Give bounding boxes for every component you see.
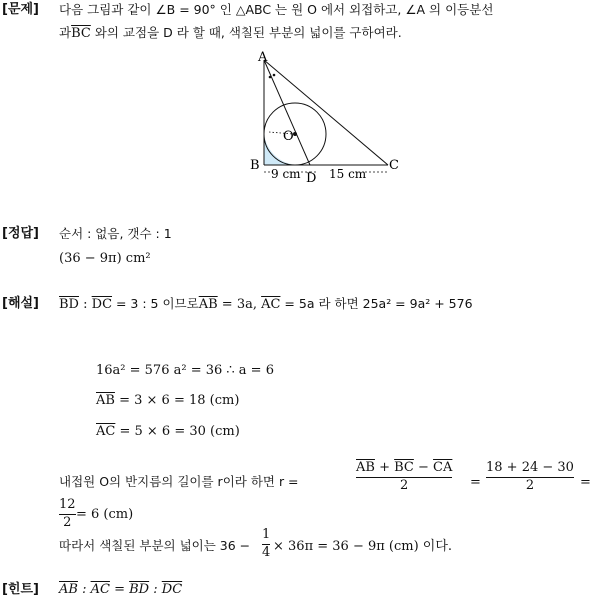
area-fraction (262, 528, 270, 561)
frac-ab: $\overline{AB}$ (356, 460, 375, 475)
angle-mark-2 (273, 74, 276, 77)
segment-ab: $\overline{AB}$ (198, 297, 218, 312)
frac-ca: $\overline{CA}$ (433, 460, 453, 475)
ab-length-value: = 3 × 6 = 18 (cm) (114, 393, 240, 408)
label-b: B (250, 158, 260, 173)
label-d: D (306, 171, 317, 183)
equation-a-squared: 16a² = 576 a² = 36 ∴ a = 6 (96, 363, 274, 378)
frac-den-2: 2 (525, 477, 535, 493)
hint-equation (59, 583, 182, 596)
problem-line-1: 다음 그림과 같이 ∠B = 90° 인 △ABC 는 원 O 에서 외접하고, ∠A 의 이등분선 (59, 2, 494, 17)
problem-tag: [문제] (2, 2, 39, 17)
radius-fraction-1: $\overline{AB} + \overline{BC} - \overline{CA}$ 2 (356, 460, 453, 493)
segment-ac-2: $\overline{AC}$ (96, 424, 116, 439)
hint-equals: = (109, 582, 130, 597)
hint-colon-2: : (149, 582, 162, 597)
hint-dc: $\overline{DC}$ (161, 582, 183, 597)
equation-ab-length (96, 394, 239, 407)
area-sentence: 따라서 색칠된 부분의 넓이는 36 − (59, 538, 251, 553)
radius-result: = 6 (cm) (76, 507, 134, 522)
segment-bc: $\overline{BC}$ (71, 26, 91, 41)
hint-bd: $\overline{BD}$ (129, 582, 150, 597)
ab-equals: = 3a, (217, 297, 262, 312)
hint-colon-1: : (77, 582, 91, 597)
segment-dc: $\overline{DC}$ (91, 297, 113, 312)
label-o: O (283, 129, 294, 144)
frac-final-den: 2 (63, 514, 72, 530)
frac-final-num: 12 (59, 497, 76, 512)
frac-den-1: 2 (400, 477, 409, 493)
answer-line-1: 순서 : 없음, 갯수 : 1 (59, 226, 172, 241)
problem-line-2-rest: 와의 교점을 D 라 할 때, 색칠된 부분의 넓이를 구하여라. (90, 25, 402, 40)
equals-sign-1: = (470, 475, 481, 490)
label-a: A (258, 50, 268, 65)
label-dc-length: 15 cm (329, 167, 367, 181)
label-c: C (389, 158, 399, 173)
pythagoras-text: = 5a 라 하면 25a² = 9a² + 576 (280, 296, 473, 311)
bisector-ad (264, 60, 310, 165)
problem-line-2 (59, 27, 402, 40)
radius-sentence: 내접원 O의 반지름의 길이를 r이라 하면 r = (59, 474, 299, 489)
ratio-separator: : (78, 297, 92, 312)
frac-bc: $\overline{BC}$ (394, 460, 414, 475)
side-ac (264, 60, 388, 165)
area-frac-num: 1 (262, 527, 271, 542)
angle-mark-1 (269, 76, 272, 79)
area-frac-den: 4 (262, 544, 271, 560)
segment-bd: $\overline{BD}$ (59, 297, 79, 312)
radius-fraction-final (59, 498, 76, 531)
triangle-figure (245, 48, 415, 183)
ac-length-value: = 5 × 6 = 30 (cm) (115, 424, 240, 439)
segment-ac: $\overline{AC}$ (261, 297, 281, 312)
problem-line-2-prefix: 과 (59, 25, 72, 40)
hint-tag: [힌트] (2, 582, 39, 597)
ratio-text: = 3 : 5 이므로 (112, 296, 199, 311)
solution-tag: [해설] (2, 296, 39, 311)
label-bd-length: 9 cm (271, 167, 301, 181)
answer-line-2: (36 − 9π) cm² (59, 251, 151, 266)
segment-ab-2: $\overline{AB}$ (96, 393, 115, 408)
radius-fraction-2 (486, 461, 574, 494)
answer-tag: [정답] (2, 226, 39, 241)
frac-num-2: 18 + 24 − 30 (486, 460, 574, 475)
solution-line-1 (59, 298, 473, 311)
equals-sign-2: = (580, 475, 591, 490)
equation-ac-length (96, 425, 240, 438)
hint-ac: $\overline{AC}$ (90, 582, 110, 597)
hint-ab: $\overline{AB}$ (59, 582, 78, 597)
area-result: × 36π = 36 − 9π (cm) 이다. (273, 539, 453, 554)
